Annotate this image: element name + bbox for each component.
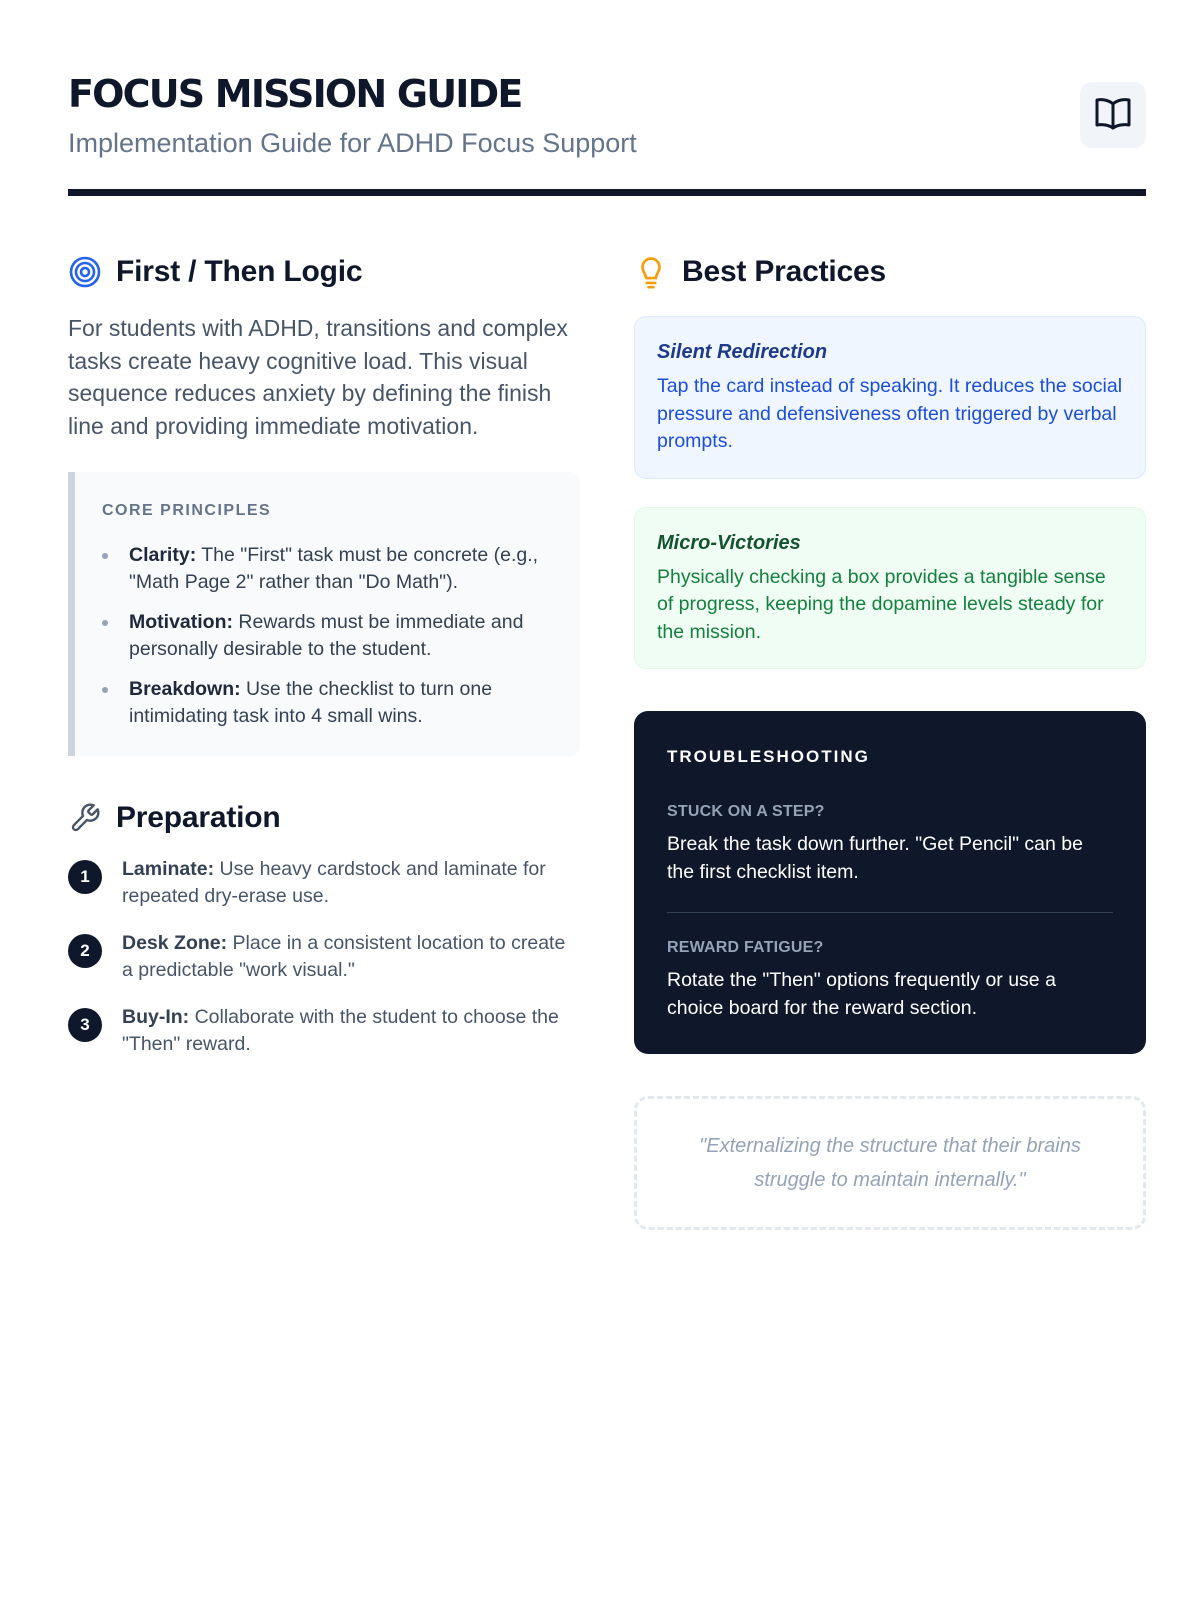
page-header <box>68 70 1146 196</box>
list-item <box>68 856 580 910</box>
first-then-heading <box>68 250 580 294</box>
step-number-badge: 2 <box>68 934 102 968</box>
page-subtitle: Implementation Guide for ADHD Focus Support <box>68 128 637 158</box>
core-principles-label: CORE PRINCIPLES <box>102 502 272 519</box>
principle-term: Clarity: <box>129 544 197 566</box>
principle-term: Motivation: <box>129 611 233 633</box>
principles-list <box>102 542 556 730</box>
wrench-icon <box>68 801 102 835</box>
troubleshooting-question: REWARD FATIGUE? <box>667 939 824 956</box>
first-then-title: First / Then Logic <box>116 255 363 288</box>
step-number-badge: 3 <box>68 1008 102 1042</box>
card-title: Silent Redirection <box>657 341 828 363</box>
list-item <box>102 676 556 730</box>
list-item <box>68 1004 580 1058</box>
preparation-heading <box>68 796 580 840</box>
card-body: Physically checking a box provides a tangible sense of progress, keeping the dopamine levels steady for the mission. <box>657 565 1106 643</box>
best-practices-heading <box>634 250 1146 294</box>
troubleshooting-answer: Rotate the "Then" options frequently or use a choice board for the reward section. <box>667 969 1056 1019</box>
best-practices-title: Best Practices <box>682 255 886 288</box>
troubleshooting-panel <box>634 711 1146 1054</box>
troubleshooting-answer: Break the task down further. "Get Pencil" can be the first checklist item. <box>667 833 1083 883</box>
principle-text: Use the checklist to turn one intimidating task into 4 small wins. <box>129 678 493 727</box>
step-term: Laminate: <box>122 858 215 880</box>
troubleshooting-item <box>667 803 1113 886</box>
step-desc: Collaborate with the student to choose the "Then" reward. <box>122 1006 559 1055</box>
page-title: FOCUS MISSION GUIDE <box>68 72 522 116</box>
quote-box: "Externalizing the structure that their brains struggle to maintain internally." <box>634 1096 1146 1230</box>
card-title: Micro-Victories <box>657 531 801 554</box>
right-column <box>634 250 1146 1230</box>
step-term: Desk Zone: <box>122 932 228 954</box>
lightbulb-icon <box>634 255 668 289</box>
target-icon <box>68 255 102 289</box>
silent-redirection-card <box>634 316 1146 479</box>
list-item <box>102 542 556 596</box>
step-text <box>122 856 580 910</box>
left-column <box>68 250 580 1078</box>
core-principles-box <box>68 472 580 756</box>
principle-term: Breakdown: <box>129 678 241 700</box>
troubleshooting-question: STUCK ON A STEP? <box>667 803 825 820</box>
micro-victories-card <box>634 507 1146 670</box>
step-term: Buy-In: <box>122 1006 190 1028</box>
first-then-intro: For students with ADHD, transitions and complex tasks create heavy cognitive load. This visual sequence reduces anxiety by defining the finish line and providing immediate motivation. <box>68 315 568 439</box>
list-item <box>68 930 580 984</box>
preparation-steps <box>68 856 580 1058</box>
card-body: Tap the card instead of speaking. It reduces the social pressure and defensiveness often triggered by verbal prompts. <box>657 375 1123 452</box>
book-button[interactable] <box>1080 82 1146 148</box>
step-number-badge: 1 <box>68 860 102 894</box>
principle-text: The "First" task must be concrete (e.g., "Math Page 2" rather than "Do Math"). <box>129 544 539 593</box>
troubleshooting-label: TROUBLESHOOTING <box>667 747 870 766</box>
step-text <box>122 1004 580 1058</box>
step-desc: Place in a consistent location to create a predictable "work visual." <box>122 932 566 981</box>
open-book-icon <box>1094 96 1132 135</box>
divider <box>667 912 1113 913</box>
principle-text: Rewards must be immediate and personally desirable to the student. <box>129 611 524 660</box>
step-desc: Use heavy cardstock and laminate for repeated dry-erase use. <box>122 858 546 907</box>
preparation-title: Preparation <box>116 801 281 834</box>
list-item <box>102 609 556 663</box>
troubleshooting-item <box>667 939 1113 1022</box>
step-text <box>122 930 580 984</box>
